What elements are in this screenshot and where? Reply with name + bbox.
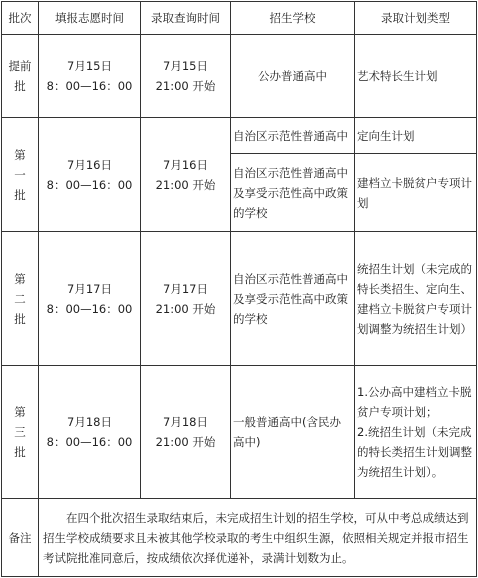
plan-item-1: 1.公办高中建档立卡脱贫户专项计划； bbox=[357, 385, 472, 419]
batch-cell-second bbox=[2, 232, 39, 366]
plan-item-2: 2.统招生计划（未完成的特长类招生计划调整为统招生计划）。 bbox=[357, 425, 472, 479]
plan-cell-b: 建档立卡脱贫户专项计划 bbox=[355, 154, 477, 232]
table-row-early-batch bbox=[2, 35, 477, 118]
batch-cell-early: 提前批 bbox=[2, 35, 39, 118]
fill-time-cell bbox=[39, 35, 141, 118]
plan-cell: 艺术特长生计划 bbox=[355, 35, 477, 118]
fill-hours: 8：00—16：00 bbox=[46, 79, 133, 93]
school-cell-a: 自治区示范性普通高中 bbox=[231, 118, 355, 154]
batch-char: 批 bbox=[14, 187, 26, 202]
query-time: 21:00 开始 bbox=[155, 435, 216, 449]
fill-date: 7月15日 bbox=[67, 59, 112, 73]
header-fill-time: 填报志愿时间 bbox=[39, 2, 141, 35]
query-time-cell bbox=[141, 35, 231, 118]
batch-char: 批 bbox=[14, 311, 26, 326]
batch-char: 第 bbox=[14, 405, 26, 419]
table-row-second-batch bbox=[2, 232, 477, 366]
fill-hours: 8：00—16：00 bbox=[46, 435, 133, 449]
batch-char: 批 bbox=[14, 445, 26, 459]
table-row-third-batch bbox=[2, 366, 477, 499]
header-query-time: 录取查询时间 bbox=[141, 2, 231, 35]
school-cell-b: 自治区示范性普通高中及享受示范性高中政策的学校 bbox=[231, 154, 355, 232]
fill-hours: 8：00—16：00 bbox=[46, 177, 133, 192]
query-date: 7月17日 bbox=[163, 281, 208, 296]
table-row-first-batch-a bbox=[2, 118, 477, 154]
fill-time-cell bbox=[39, 118, 141, 232]
batch-char: 第 bbox=[14, 147, 26, 162]
header-row bbox=[2, 2, 477, 35]
fill-time-cell bbox=[39, 366, 141, 499]
fill-date: 7月18日 bbox=[67, 415, 112, 429]
batch-cell-first bbox=[2, 118, 39, 232]
table-row-remark bbox=[2, 499, 477, 577]
query-time: 21:00 开始 bbox=[155, 301, 216, 316]
header-school: 招生学校 bbox=[231, 2, 355, 35]
batch-char: 二 bbox=[14, 291, 26, 306]
fill-date: 7月16日 bbox=[67, 157, 112, 172]
query-time: 21:00 开始 bbox=[155, 79, 216, 93]
query-time-cell bbox=[141, 118, 231, 232]
plan-cell bbox=[355, 366, 477, 499]
query-time-cell bbox=[141, 232, 231, 366]
plan-cell-a: 定向生计划 bbox=[355, 118, 477, 154]
fill-time-cell bbox=[39, 232, 141, 366]
batch-cell-third bbox=[2, 366, 39, 499]
school-cell: 一般普通高中(含民办高中) bbox=[231, 366, 355, 499]
query-time: 21:00 开始 bbox=[155, 177, 216, 192]
query-date: 7月16日 bbox=[163, 157, 208, 172]
plan-cell: 统招生计划（未完成的特长类招生、定向生、建档立卡脱贫户专项计划调整为统招生计划） bbox=[355, 232, 477, 366]
query-time-cell bbox=[141, 366, 231, 499]
batch-char: 第 bbox=[14, 271, 26, 286]
remark-text: 在四个批次招生录取结束后，未完成招生计划的招生学校，可从中考总成绩达到招生学校成绩要求且未被其他学校录取的考生中组织生源，依照相关规定并报市招生考试院批准同意后，按成绩依次择优递补，录满计划数为止。 bbox=[39, 499, 477, 577]
header-batch: 批次 bbox=[2, 2, 39, 35]
batch-char: 三 bbox=[14, 425, 26, 439]
batch-char: 一 bbox=[14, 167, 26, 182]
school-cell: 自治区示范性普通高中及享受示范性高中政策的学校 bbox=[231, 232, 355, 366]
header-plan: 录取计划类型 bbox=[355, 2, 477, 35]
remark-label: 备注 bbox=[2, 499, 39, 577]
query-date: 7月15日 bbox=[163, 59, 208, 73]
enrollment-schedule-table bbox=[1, 1, 477, 577]
query-date: 7月18日 bbox=[163, 415, 208, 429]
school-cell: 公办普通高中 bbox=[231, 35, 355, 118]
fill-hours: 8：00—16：00 bbox=[46, 301, 133, 316]
fill-date: 7月17日 bbox=[67, 281, 112, 296]
